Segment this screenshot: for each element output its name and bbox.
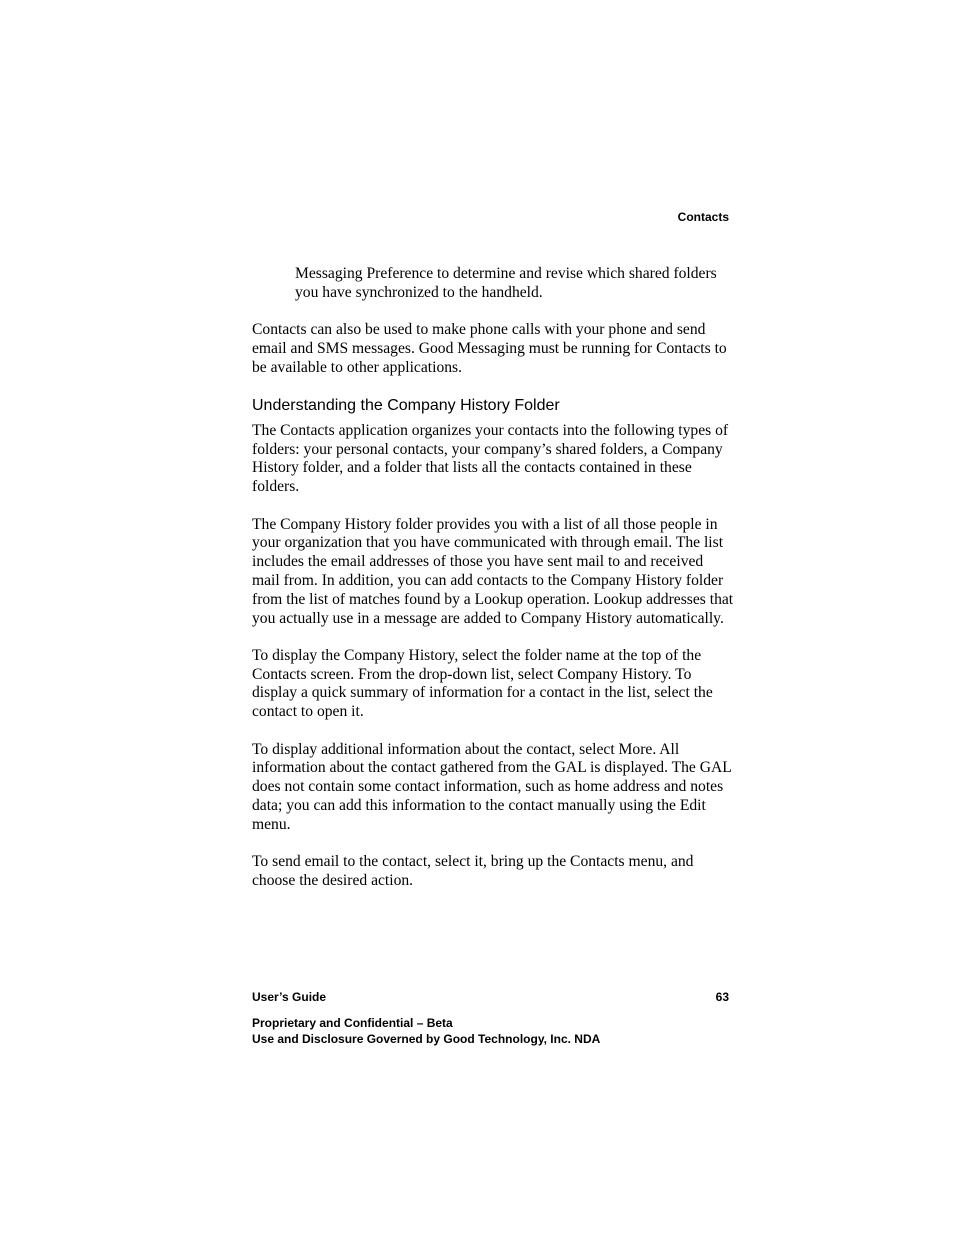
confidentiality-notice-line-2: Use and Disclosure Governed by Good Technology, Inc. NDA	[252, 1032, 601, 1046]
section-paragraph-additional-info: To display additional information about the contact, select More. All information about the contact gathered from the GAL is displayed. The GAL does not contain some contact information, such as home address and notes data; you can add this information to the contact manually using the Edit menu.	[252, 740, 732, 833]
confidentiality-notice-line-1: Proprietary and Confidential – Beta	[252, 1016, 453, 1030]
section-paragraph-folder-types: The Contacts application organizes your contacts into the following types of folders: your personal contacts, your company’s shared folders, a Company History folder, and a folder that lists all the contacts contained in these folders.	[252, 421, 729, 496]
section-paragraph-send-email: To send email to the contact, select it, bring up the Contacts menu, and choose the desired action.	[252, 853, 694, 889]
footer-guide-title: User’s Guide	[252, 990, 327, 1004]
section-paragraph-company-history: The Company History folder provides you with a list of all those people in your organization that you have communicated with through email. The list includes the email addresses of those you have sent mail to and received mail from. In addition, you can add contacts to the Company History folder from the list of matches found by a Lookup operation. Lookup addresses that you actually use in a message are added to Company History automatically.	[252, 515, 734, 627]
indented-continuation-paragraph: Messaging Preference to determine and revise which shared folders you have synchronized to the handheld.	[295, 265, 717, 301]
page-footer	[252, 989, 729, 1005]
section-paragraph-display-history: To display the Company History, select the folder name at the top of the Contacts screen. From the drop-down list, select Company History. To display a quick summary of information for a contact in the list, select the contact to open it.	[252, 646, 713, 721]
confidentiality-notice	[252, 1015, 732, 1047]
intro-paragraph: Contacts can also be used to make phone calls with your phone and send email and SMS messages. Good Messaging must be running for Contacts to be available to other applications.	[252, 321, 727, 376]
page-content	[252, 321, 734, 909]
page-number: 63	[715, 990, 729, 1004]
running-header-title: Contacts	[677, 210, 729, 224]
section-heading: Understanding the Company History Folder	[252, 396, 560, 414]
